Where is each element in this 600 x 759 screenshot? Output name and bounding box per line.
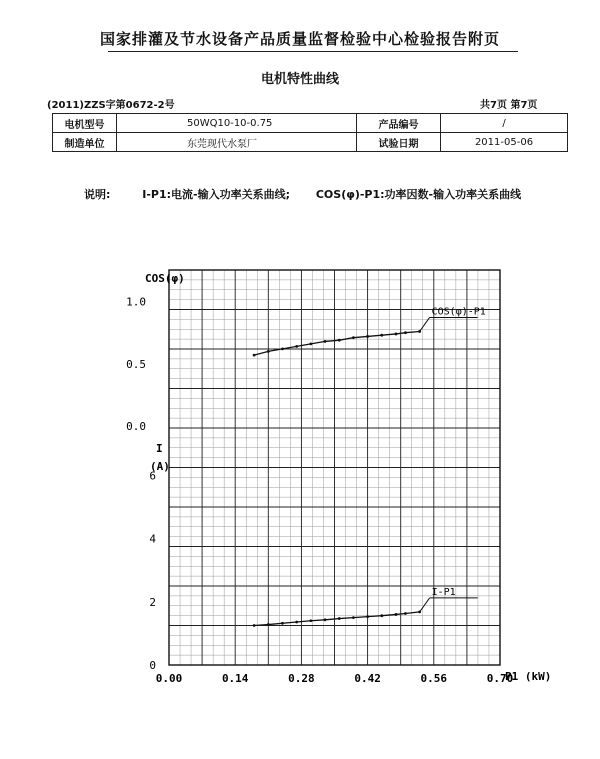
x-tick-label: 0.28	[288, 672, 315, 685]
data-point	[352, 336, 355, 339]
x-tick-label: 0.56	[420, 672, 448, 685]
document-subtitle: 电机特性曲线	[260, 72, 339, 87]
series-label: I-P1	[431, 586, 456, 598]
data-point	[352, 616, 355, 619]
upper-y-axis-label: COS(φ)	[145, 272, 185, 285]
x-tick-label: 0.14	[221, 672, 249, 685]
lower-y-tick-label: 0	[149, 659, 156, 672]
power-factor-curve	[254, 331, 420, 355]
data-point	[267, 623, 270, 626]
data-point	[395, 613, 398, 616]
leader-line	[420, 598, 430, 612]
product-number-value: /	[441, 114, 568, 133]
data-point	[404, 331, 407, 334]
x-tick-label: 0.70	[486, 672, 514, 685]
data-point	[309, 619, 312, 622]
note-item-power-factor: COS(φ)-P1:功率因数-输入功率关系曲线	[315, 188, 522, 201]
data-point	[366, 615, 369, 618]
upper-y-tick-label: 0.5	[126, 357, 146, 371]
upper-y-tick-label: 1.0	[126, 295, 146, 309]
data-point	[267, 350, 270, 353]
data-point	[309, 343, 312, 346]
page-count: 共7页 第7页	[480, 100, 538, 111]
data-point	[380, 334, 383, 337]
note-item-current: I-P1:电流-输入功率关系曲线;	[142, 188, 290, 201]
upper-y-ticks	[126, 296, 146, 433]
motor-model-label: 电机型号	[53, 114, 117, 133]
report-number: (2011)ZZS字第0672-2号	[47, 100, 175, 111]
data-point	[253, 624, 256, 627]
lower-y-ticks	[149, 469, 156, 672]
data-point	[281, 347, 284, 350]
manufacturer-value: 东莞现代水泵厂	[117, 133, 357, 152]
data-point	[253, 354, 256, 357]
data-point	[295, 621, 298, 624]
data-point	[295, 345, 298, 348]
lower-y-tick-label: 2	[149, 595, 156, 609]
document-title: 国家排灌及节水设备产品质量监督检验中心检验报告附页	[99, 30, 500, 48]
data-point	[338, 339, 341, 342]
data-point	[404, 612, 407, 615]
x-tick-label: 0.42	[354, 672, 381, 685]
upper-y-tick-label: 0.0	[126, 420, 146, 434]
test-date-label: 试验日期	[357, 133, 441, 152]
note-label: 说明:	[84, 188, 111, 201]
lower-y-axis-label-line1: I	[156, 442, 163, 455]
x-axis-label: P1 (kW)	[505, 670, 552, 683]
test-date-value: 2011-05-06	[441, 133, 568, 152]
x-ticks	[156, 672, 514, 685]
series-label: COS(φ)-P1	[431, 306, 486, 318]
series-layer	[253, 306, 486, 626]
lower-y-tick-label: 4	[149, 532, 156, 546]
product-number-label: 产品编号	[357, 114, 441, 133]
manufacturer-label: 制造单位	[53, 133, 117, 152]
data-point	[366, 335, 369, 338]
data-point	[324, 340, 327, 343]
data-point	[324, 618, 327, 621]
lower-y-axis-label-line2: (A)	[150, 460, 170, 473]
data-point	[281, 622, 284, 625]
lower-y-tick-label: 6	[149, 469, 156, 483]
motor-model-value: 50WQ10-10-0.75	[117, 114, 357, 133]
data-point	[395, 333, 398, 336]
x-tick-label: 0.00	[155, 672, 183, 685]
data-point	[380, 614, 383, 617]
data-point	[338, 617, 341, 620]
